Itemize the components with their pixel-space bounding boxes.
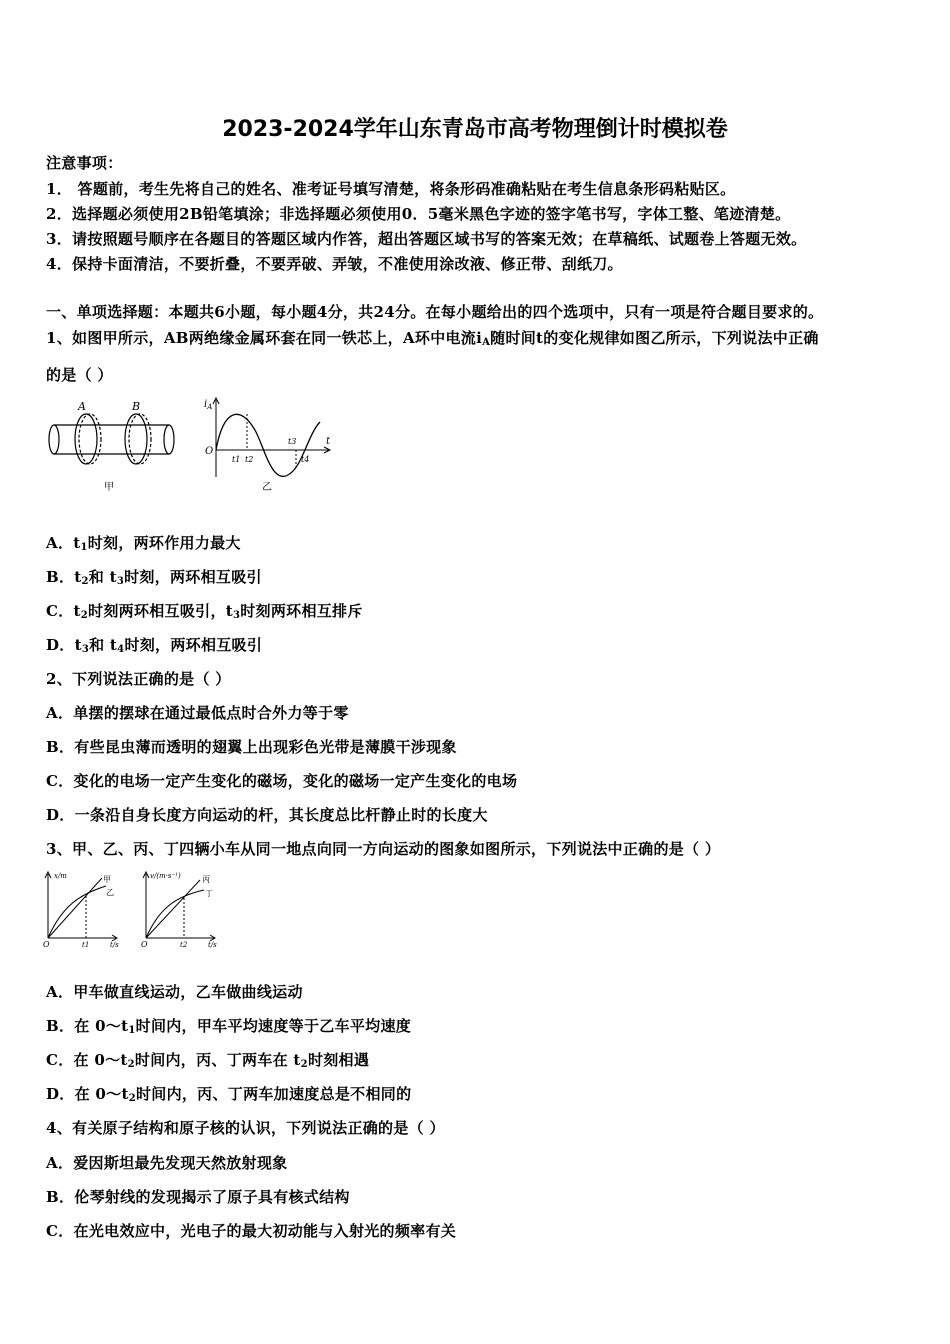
question-1-stem-cont: 的是（ ） (46, 366, 113, 384)
ring-b-label: B (132, 400, 141, 413)
ring-a-label: A (78, 400, 86, 413)
option: A．爱因斯坦最先发现天然放射现象 (46, 1154, 288, 1172)
figure-caption-left: 甲 (104, 482, 114, 493)
right-tick: t2 (180, 941, 188, 949)
right-line-a: 丙 (202, 875, 210, 884)
right-line-b: 丁 (205, 889, 213, 898)
notice-heading: 注意事项： (46, 154, 123, 172)
left-y-label: x/m (54, 872, 67, 880)
section-heading: 一、单项选择题：本题共6小题，每小题4分，共24分。在每小题给出的四个选项中，只有一项是符合题目要求的。 (46, 303, 824, 321)
option: B．$t_2$和 $t_3$时刻，两环相互吸引 (46, 568, 262, 587)
left-line-a: 甲 (103, 875, 111, 884)
tick-t3: t3 (288, 437, 297, 446)
option: C．$t_2$时刻两环相互吸引，$t_3$时刻两环相互排斥 (46, 602, 363, 621)
left-line-b: 乙 (106, 888, 114, 897)
option: D．在 $0\sim t_2$时间内，丙、丁两车加速度总是不相同的 (46, 1085, 412, 1104)
option: C．变化的电场一定产生变化的磁场，变化的磁场一定产生变化的电场 (46, 772, 518, 790)
question-4-stem: 4、有关原子结构和原子核的认识，下列说法正确的是（ ） (46, 1119, 445, 1137)
x-axis-label: t (326, 436, 331, 447)
notice-item: 4．保持卡面清洁，不要折叠，不要弄破、弄皱，不准使用涂改液、修正带、刮纸刀。 (46, 255, 623, 273)
option: A．单摆的摆球在通过最低点时合外力等于零 (46, 704, 349, 722)
page-title: 2023-2024学年山东青岛市高考物理倒计时模拟卷 (222, 117, 728, 142)
question-1-stem: 1、如图甲所示，AB两绝缘金属环套在同一铁芯上，A环中电流$i_A$随时间t的变化规律如图乙所示，下列说法中正确 (46, 329, 819, 348)
right-x-label: t/s (208, 941, 217, 949)
option: D．$t_3$和 $t_4$时刻，两环相互吸引 (46, 636, 263, 655)
option: B．有些昆虫薄而透明的翅翼上出现彩色光带是薄膜干涉现象 (46, 738, 457, 756)
question-3-stem: 3、甲、乙、丙、丁四辆小车从同一地点向同一方向运动的图象如图所示，下列说法中正确的是（ ） (46, 840, 721, 858)
origin-label: O (205, 446, 214, 457)
tick-t1: t1 (232, 455, 241, 464)
ring-b (125, 414, 151, 464)
iron-core (49, 425, 174, 454)
left-x-label: t/s (110, 941, 119, 949)
right-y-label: v/(m·s⁻¹) (150, 872, 181, 880)
option: B．伦琴射线的发现揭示了原子具有核式结构 (46, 1188, 350, 1206)
tick-t4: t4 (301, 455, 310, 464)
option: B．在 $0\sim t_1$时间内，甲车平均速度等于乙车平均速度 (46, 1017, 412, 1036)
left-tick: t1 (82, 941, 90, 949)
question-1-figure (44, 392, 344, 502)
option: C．在光电效应中，光电子的最大初动能与入射光的频率有关 (46, 1222, 457, 1240)
option: D．一条沿自身长度方向运动的杆，其长度总比杆静止时的长度大 (46, 806, 488, 824)
question-2-stem: 2、下列说法正确的是（ ） (46, 670, 231, 688)
question-3-figure (40, 868, 240, 954)
option: C．在 $0\sim t_2$时间内，丙、丁两车在 $t_2$时刻相遇 (46, 1051, 370, 1070)
y-axis-label: $i_A$ (204, 399, 213, 411)
figure-caption-right: 乙 (262, 482, 272, 493)
current-graph (213, 398, 330, 477)
notice-item: 3．请按照题号顺序在各题目的答题区域内作答，超出答题区域书写的答案无效；在草稿纸、试题卷上答题无效。 (46, 230, 807, 248)
notice-item: 2．选择题必须使用2B铅笔填涂；非选择题必须使用0．5毫米黑色字迹的签字笔书写，字体工整、笔迹清楚。 (46, 205, 791, 223)
right-origin: O (141, 940, 148, 949)
tick-t2: t2 (245, 455, 254, 464)
ring-a (75, 414, 101, 464)
notice-item: 1． 答题前，考生先将自己的姓名、准考证号填写清楚，将条形码准确粘贴在考生信息条形码粘贴区。 (46, 180, 736, 198)
option: A．$t_1$时刻，两环作用力最大 (46, 534, 241, 553)
left-origin: O (43, 940, 50, 949)
option: A．甲车做直线运动，乙车做曲线运动 (46, 983, 303, 1001)
